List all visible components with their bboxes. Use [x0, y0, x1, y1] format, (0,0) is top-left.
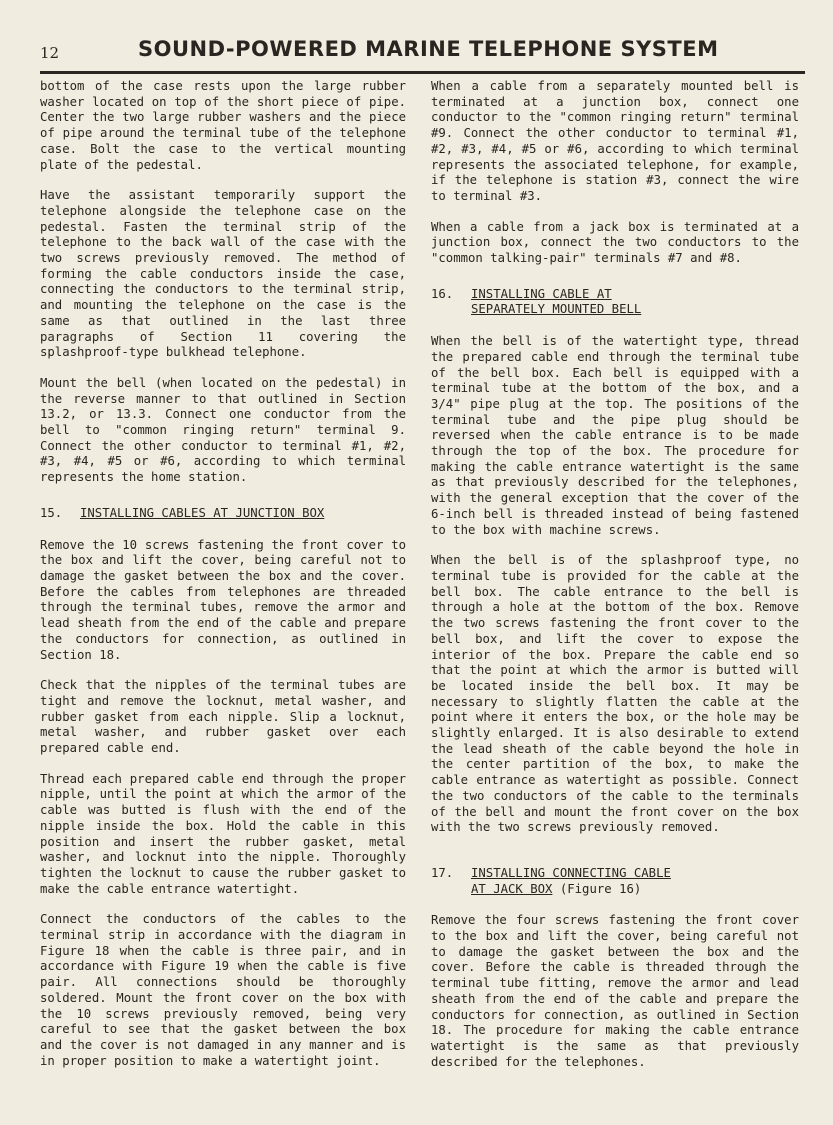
section-15-heading	[40, 506, 406, 522]
paragraph: Mount the bell (when located on the pedestal) in the reverse manner to that outlined in Section 13.2, or 13.3. Connect one conductor from the bell to "common ringing return" terminal 9. Connect the other conductor to terminal #1, #2, #3, #4, #5 or #6, according to which terminal represents the home station.	[40, 375, 406, 485]
paragraph: Thread each prepared cable end through the proper nipple, until the point at which the armor of the cable was butted is flush with the end of the nipple inside the box. Hold the cable in this position and insert the rubber gasket, metal washer, and locknut into the nipple. Thoroughly tighten the locknut to cause the rubber gasket to make the cable entrance watertight.	[40, 771, 406, 896]
page-number: 12	[40, 44, 60, 62]
section-number: 15.	[40, 505, 63, 520]
section-17-heading	[431, 866, 799, 897]
section-number: 16.	[431, 286, 454, 301]
figure-reference: (Figure 16)	[559, 881, 642, 896]
page-title: SOUND-POWERED MARINE TELEPHONE SYSTEM	[138, 37, 719, 61]
right-column	[431, 79, 799, 1085]
paragraph: Remove the four screws fastening the front cover to the box and lift the cover, being careful not to damage the gasket between the box and the cover. Before the cable is threaded through the terminal tube fitting, remove the armor and lead sheath from the end of the cable and prepare the conductors for connection, as outlined in Section 18. The procedure for making the cable entrance watertight is the same as that previously described for the telephones.	[431, 913, 799, 1069]
paragraph: When a cable from a separately mounted bell is terminated at a junction box, connect one conductor to the "common ringing return" terminal #9. Connect the other conductor to terminal #1, #2, #3, #4, #5 or #6, according to which terminal represents the associated telephone, for example, if the telephone is station #3, connect the wire to terminal #3.	[431, 79, 799, 203]
paragraph: When the bell is of the watertight type, thread the prepared cable end through the terminal tube of the bell box. Each bell is equipped with a terminal tube at the bottom of the box, and a 3/4" pipe plug at the top. The positions of the terminal tube and the pipe plug should be reversed when the cable entrance is to be made through the top of the box. The procedure for making the cable entrance watertight is the same as that previously described for the telephones, with the general exception that the cover of the 6-inch bell is threaded instead of being fastened to the box with machine screws.	[431, 334, 799, 537]
paragraph: Have the assistant temporarily support the telephone alongside the telephone case on the pedestal. Fasten the terminal strip of the telephone to the back wall of the case with the two screws previously removed. The method of forming the cable conductors inside the case, connecting the conductors to the terminal strip, and mounting the telephone on the case is the same as that outlined in the last three paragraphs of Section 11 covering the splashproof-type bulkhead telephone.	[40, 188, 406, 360]
paragraph: Remove the 10 screws fastening the front cover to the box and lift the cover, being careful not to damage the gasket between the box and the cover. Before the cables from telephones are threaded through the terminal tubes, remove the armor and lead sheath from the end of the cable and prepare the conductors for connection, as outlined in Section 18.	[40, 537, 406, 662]
section-title-line2: SEPARATELY MOUNTED BELL	[471, 302, 642, 317]
section-title-line2: AT JACK BOX	[471, 881, 553, 896]
paragraph: When the bell is of the splashproof type, no terminal tube is provided for the cable at the bell box. The cable entrance to the bell is through a hole at the bottom of the box. Remove the two screws fastening the front cover to the bell box, and lift the cover to expose the interior of the box. Prepare the cable end so that the point at which the armor is butted will be located inside the bell box. It may be necessary to slightly flatten the cable at the point where it enters the box, or the hole may be slightly enlarged. It is also desirable to extend the lead sheath of the cable beyond the hole in the center partition of the box, to make the cable entrance as watertight as possible. Connect the two conductors of the cable to the terminals of the bell and mount the front cover on the box with the two screws previously removed.	[431, 553, 799, 835]
section-16-heading	[431, 287, 799, 318]
section-title-line1: INSTALLING CONNECTING CABLE	[471, 865, 671, 880]
section-title: INSTALLING CABLES AT JUNCTION BOX	[80, 505, 325, 520]
section-number: 17.	[431, 865, 454, 880]
paragraph: Check that the nipples of the terminal tubes are tight and remove the locknut, metal washer, and rubber gasket from each nipple. Slip a locknut, metal washer, and rubber gasket over each prepared cable end.	[40, 678, 406, 756]
paragraph: Connect the conductors of the cables to the terminal strip in accordance with the diagram in Figure 18 when the cable is three pair, and in accordance with Figure 19 when the cable is five pair. All connections should be thoroughly soldered. Mount the front cover on the box with the 10 screws previously removed, being very careful to see that the gasket between the box and the cover is not damaged in any manner and is in proper position to make a watertight joint.	[40, 912, 406, 1068]
left-column	[40, 79, 406, 1084]
paragraph: When a cable from a jack box is terminated at a junction box, connect the two conductors to the "common talking-pair" terminals #7 and #8.	[431, 219, 799, 266]
section-title-line1: INSTALLING CABLE AT	[471, 286, 612, 301]
page-header	[40, 34, 805, 74]
paragraph: bottom of the case rests upon the large rubber washer located on top of the short piece of pipe. Center the two large rubber washers and the piece of pipe around the terminal tube of the telephone case. Bolt the case to the vertical mounting plate of the pedestal.	[40, 79, 406, 172]
header-rule	[40, 71, 805, 74]
